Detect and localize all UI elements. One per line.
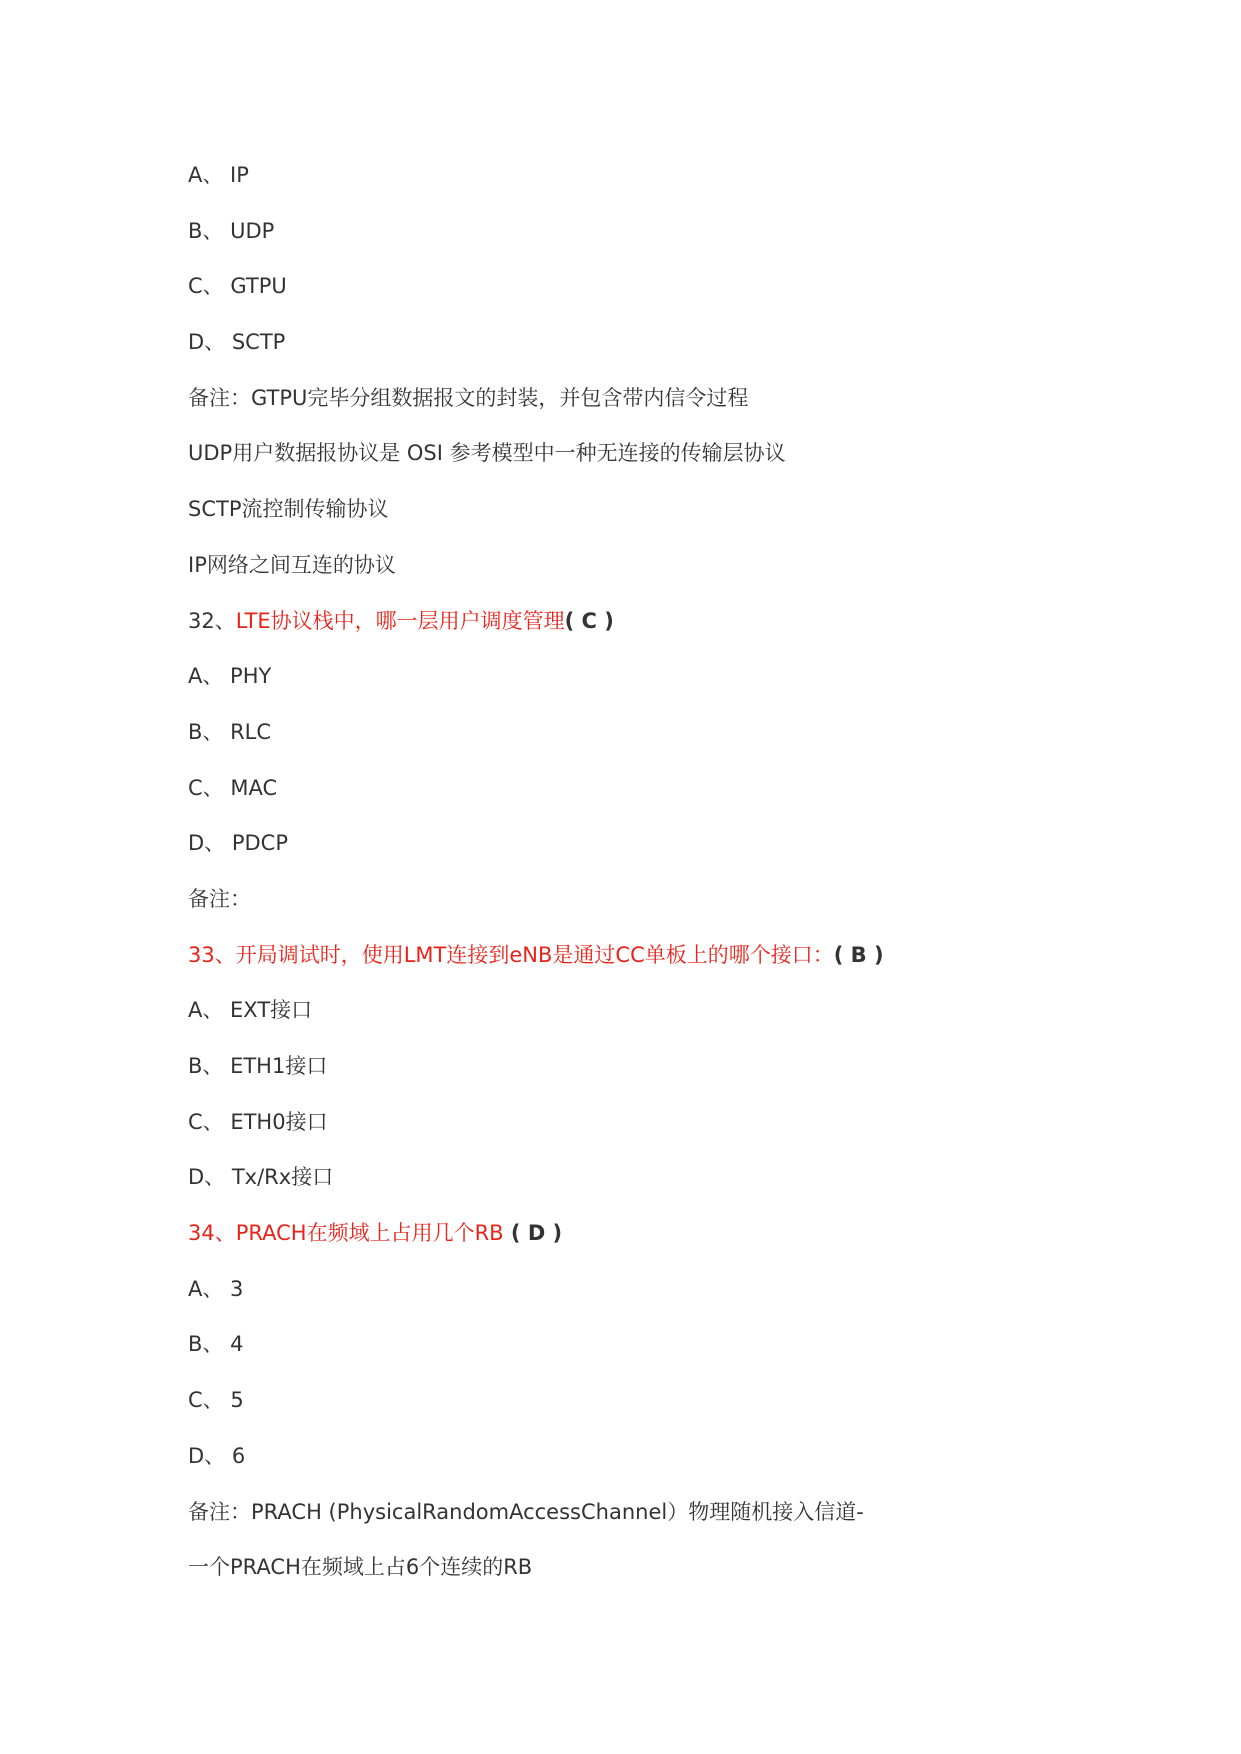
q34-question (188, 1218, 1168, 1274)
q32-note: 备注： (188, 886, 251, 911)
q34-text: PRACH在频域上占用几个RB (235, 1221, 504, 1246)
q32-question (188, 606, 1168, 662)
q34-option-d: D、 6 (188, 1443, 246, 1468)
q33-answer: ( B ) (833, 942, 884, 967)
q31-option-c: C、 GTPU (188, 274, 287, 299)
q31-option-b: B、 UDP (188, 218, 275, 243)
q34-answer: ( D ) (503, 1221, 563, 1246)
q32-option-d: D、 PDCP (188, 831, 289, 856)
q32-answer: ( C ) (564, 608, 614, 633)
q33-option-b: B、 ETH1接口 (188, 1054, 328, 1078)
q31-option-d: D、 SCTP (188, 330, 286, 355)
q32-number: 32、 (188, 608, 236, 633)
q31-option-a: A、 IP (188, 163, 249, 187)
q33-option-a: A、 EXT接口 (188, 998, 313, 1023)
q33-question (188, 940, 1168, 996)
q32-option-a: A、 PHY (188, 664, 272, 689)
q33-text: 开局调试时，使用LMT连接到eNB是通过CC单板上的哪个接口： (235, 942, 834, 967)
q34-number: 34、 (188, 1221, 236, 1246)
q34-option-b: B、 4 (188, 1332, 244, 1357)
q33-option-c: C、 ETH0接口 (188, 1109, 328, 1134)
q32-option-b: B、 RLC (188, 719, 272, 744)
q34-note-2: 一个PRACH在频域上占6个连续的RB (188, 1555, 533, 1580)
q34-note-1: 备注：PRACH (PhysicalRandomAccessChannel）物理随机接入信道- (188, 1499, 864, 1524)
q34-option-c: C、 5 (188, 1388, 244, 1413)
q31-note-2: UDP用户数据报协议是 OSI 参考模型中一种无连接的传输层协议 (188, 441, 786, 466)
q31-note-3: SCTP流控制传输协议 (188, 497, 389, 522)
document-body (188, 160, 1168, 1608)
q33-number: 33、 (188, 942, 236, 967)
q31-note-1: 备注：GTPU完毕分组数据报文的封装，并包含带内信令过程 (188, 385, 749, 410)
q34-option-a: A、 3 (188, 1276, 244, 1301)
q31-note-4: IP网络之间互连的协议 (188, 552, 396, 577)
q33-option-d: D、 Tx/Rx接口 (188, 1165, 334, 1190)
q32-option-c: C、 MAC (188, 775, 278, 800)
q32-text: LTE协议栈中，哪一层用户调度管理 (235, 608, 565, 633)
